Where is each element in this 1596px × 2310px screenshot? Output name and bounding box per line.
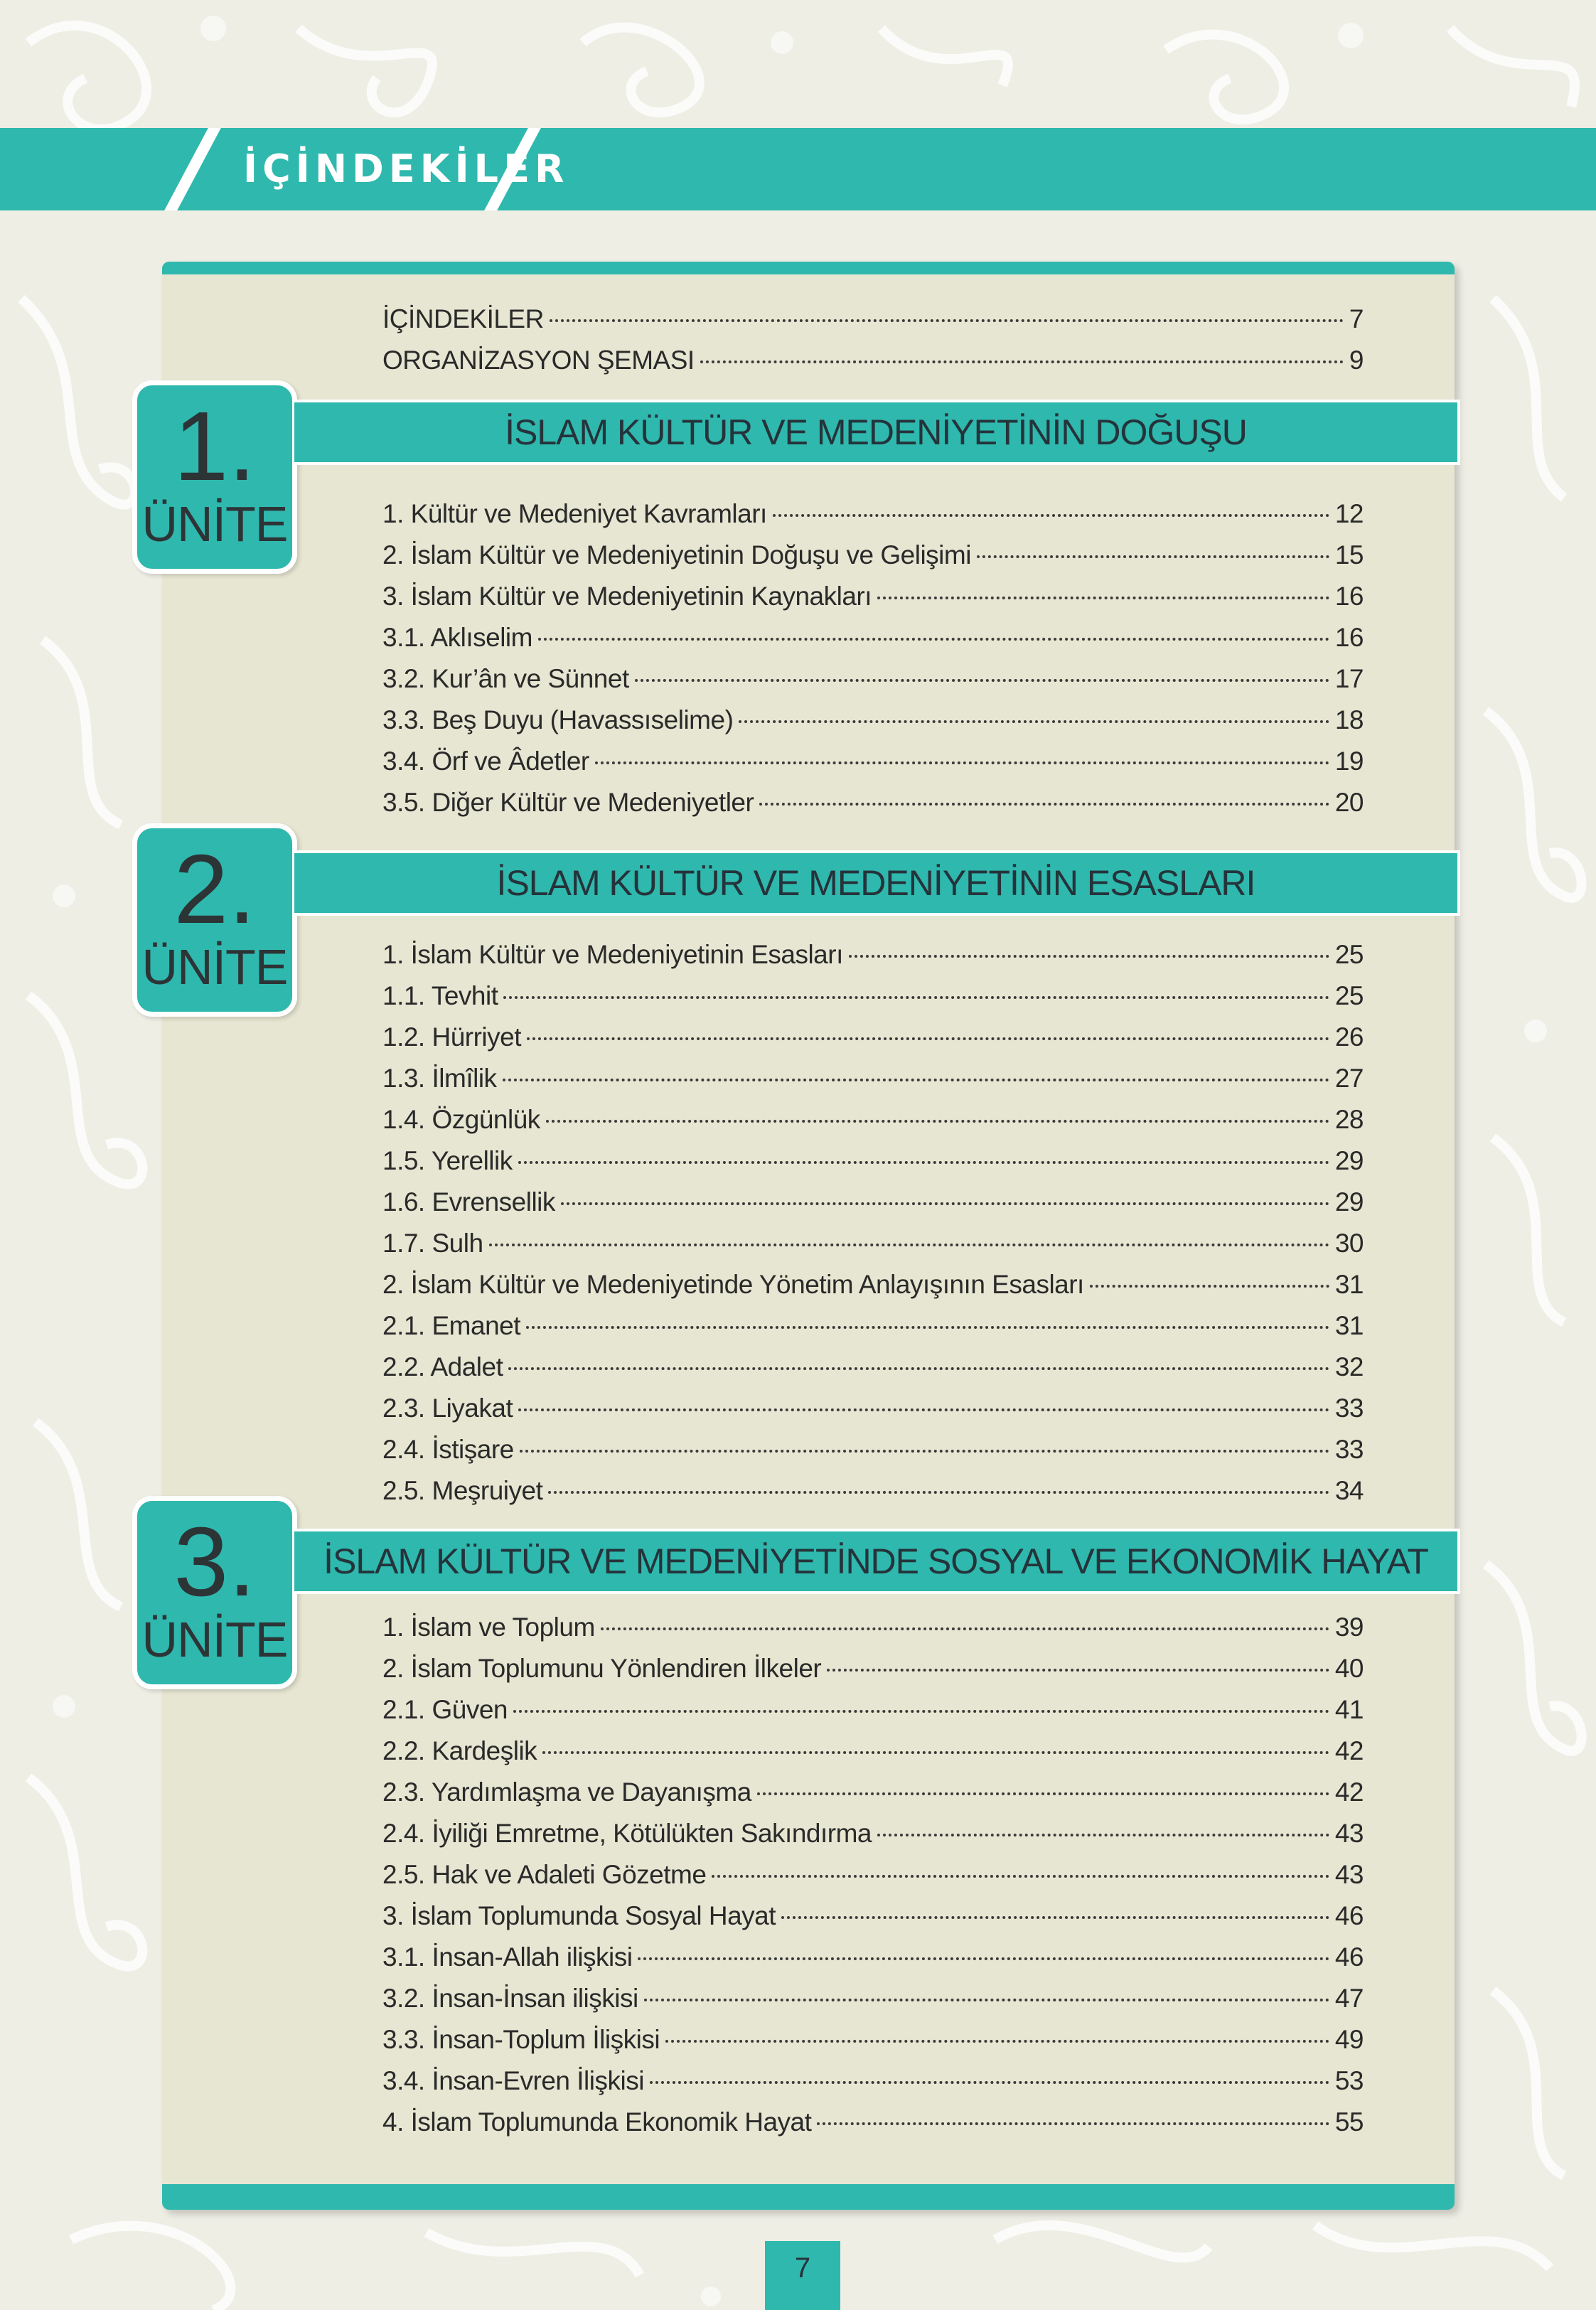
toc-entry-page: 9 xyxy=(1349,346,1364,375)
toc-leader-dots xyxy=(489,1244,1329,1246)
toc-entry-page: 25 xyxy=(1334,940,1364,969)
toc-leader-dots xyxy=(508,1367,1329,1370)
toc-entry[interactable] xyxy=(382,1777,1364,1819)
toc-entry-page: 42 xyxy=(1334,1736,1364,1765)
page-number: 7 xyxy=(765,2241,840,2310)
toc-leader-dots xyxy=(757,1792,1329,1795)
toc-entry-label: 2.2. Kardeşlik xyxy=(382,1736,537,1765)
toc-entry-label: 2.3. Liyakat xyxy=(382,1394,513,1423)
toc-entry-label: ORGANİZASYON ŞEMASI xyxy=(382,346,695,375)
toc-entry-page: 19 xyxy=(1334,747,1364,776)
toc-entry[interactable] xyxy=(382,1270,1364,1311)
toc-leader-dots xyxy=(520,1450,1329,1453)
toc-leader-dots xyxy=(527,1037,1329,1040)
toc-entry-label: 2. İslam Kültür ve Medeniyetinde Yönetim Anlayışının Esasları xyxy=(382,1270,1084,1299)
toc-entry-page: 55 xyxy=(1334,2107,1364,2137)
toc-entry-page: 29 xyxy=(1334,1187,1364,1217)
toc-leader-dots xyxy=(601,1627,1329,1630)
toc-leader-dots xyxy=(665,2040,1329,2043)
toc-entry-label: 4. İslam Toplumunda Ekonomik Hayat xyxy=(382,2107,812,2137)
toc-entry-page: 16 xyxy=(1334,623,1364,652)
toc-entry-page: 47 xyxy=(1334,1984,1364,2013)
toc-leader-dots xyxy=(773,514,1329,517)
toc-leader-dots xyxy=(877,597,1329,599)
toc-entry[interactable] xyxy=(382,1654,1364,1695)
toc-entry-label: İÇİNDEKİLER xyxy=(382,304,544,333)
unit-word: ÜNİTE xyxy=(141,939,288,995)
toc-entry-page: 43 xyxy=(1334,1819,1364,1848)
toc-entry-label: 1.4. Özgünlük xyxy=(382,1105,540,1134)
toc-entry-label: 2.1. Emanet xyxy=(382,1311,521,1340)
toc-entry-page: 15 xyxy=(1334,540,1364,570)
toc-entry-label: 1.7. Sulh xyxy=(382,1229,483,1258)
toc-entry[interactable] xyxy=(382,981,1364,1022)
toc-leader-dots xyxy=(638,1957,1329,1960)
toc-leader-dots xyxy=(977,555,1329,558)
toc-entry-page: 53 xyxy=(1334,2066,1364,2095)
toc-entry[interactable] xyxy=(382,1229,1364,1270)
toc-entry-label: 2.5. Hak ve Adaleti Gözetme xyxy=(382,1860,707,1889)
toc-entry[interactable] xyxy=(382,623,1364,664)
toc-entry-label: 2.2. Adalet xyxy=(382,1352,503,1381)
toc-entry-label: 1. İslam ve Toplum xyxy=(382,1613,595,1642)
toc-entry[interactable] xyxy=(382,705,1364,747)
toc-entry-page: 41 xyxy=(1334,1695,1364,1724)
toc-entry[interactable] xyxy=(382,2025,1364,2066)
toc-leader-dots xyxy=(503,996,1329,999)
unit-title-banner-3: İSLAM KÜLTÜR VE MEDENİYETİNDE SOSYAL VE EKONOMİK HAYAT xyxy=(294,1529,1460,1594)
unit-number: 3. xyxy=(173,1507,256,1617)
unit-number: 1. xyxy=(173,392,256,501)
toc-entry[interactable] xyxy=(382,1394,1364,1435)
toc-entry-page: 31 xyxy=(1334,1311,1364,1340)
toc-entry-label: 2. İslam Kültür ve Medeniyetinin Doğuşu ve Gelişimi xyxy=(382,540,971,570)
toc-entry-page: 30 xyxy=(1334,1229,1364,1258)
toc-entry-label: 1.3. İlmîlik xyxy=(382,1064,497,1093)
toc-leader-dots xyxy=(538,638,1329,641)
toc-entry[interactable] xyxy=(382,1819,1364,1860)
panel-bottom-border xyxy=(162,2184,1455,2210)
toc-entry[interactable] xyxy=(382,747,1364,788)
toc-entry-label: 3. İslam Toplumunda Sosyal Hayat xyxy=(382,1901,776,1930)
toc-entry-label: 3.5. Diğer Kültür ve Medeniyetler xyxy=(382,788,754,817)
toc-leader-dots xyxy=(635,679,1329,682)
toc-leader-dots xyxy=(595,761,1329,764)
toc-entry-page: 18 xyxy=(1334,705,1364,734)
toc-entry-page: 43 xyxy=(1334,1860,1364,1889)
toc-leader-dots xyxy=(561,1202,1329,1205)
toc-leader-dots xyxy=(827,1669,1329,1672)
toc-entry-label: 3.1. İnsan-Allah ilişkisi xyxy=(382,1942,633,1972)
toc-entry-label: 2.4. İstişare xyxy=(382,1435,514,1464)
toc-leader-dots xyxy=(739,720,1329,723)
toc-entry[interactable] xyxy=(382,1435,1364,1476)
toc-entry[interactable] xyxy=(382,499,1364,540)
header-slash-left xyxy=(164,128,221,210)
toc-entry-page: 31 xyxy=(1334,1270,1364,1299)
toc-leader-dots xyxy=(542,1751,1329,1754)
toc-entry-page: 33 xyxy=(1334,1394,1364,1423)
toc-entry[interactable] xyxy=(382,1613,1364,1654)
toc-entry-label: 3.1. Aklıselim xyxy=(382,623,532,652)
toc-entry-label: 1.1. Tevhit xyxy=(382,981,498,1010)
toc-entry-label: 2. İslam Toplumunu Yönlendiren İlkeler xyxy=(382,1654,822,1683)
toc-leader-dots xyxy=(526,1326,1329,1329)
toc-leader-dots xyxy=(877,1834,1329,1836)
toc-leader-dots xyxy=(781,1916,1329,1919)
toc-entry[interactable] xyxy=(382,1187,1364,1229)
toc-entry[interactable] xyxy=(382,304,1364,346)
unit-title-banner-2: İSLAM KÜLTÜR VE MEDENİYETİNİN ESASLARI xyxy=(294,850,1460,916)
toc-leader-dots xyxy=(1090,1285,1329,1288)
toc-entry[interactable] xyxy=(382,1860,1364,1901)
toc-entry-page: 17 xyxy=(1334,664,1364,693)
toc-entry-label: 3. İslam Kültür ve Medeniyetinin Kaynakları xyxy=(382,582,872,611)
toc-entry[interactable] xyxy=(382,1311,1364,1352)
toc-entry[interactable] xyxy=(382,1736,1364,1777)
toc-entry-label: 3.3. Beş Duyu (Havassıselime) xyxy=(382,705,734,734)
toc-entry[interactable] xyxy=(382,582,1364,623)
toc-entry[interactable] xyxy=(382,1901,1364,1942)
unit-word: ÜNİTE xyxy=(141,1612,288,1667)
toc-entry[interactable] xyxy=(382,788,1364,829)
toc-entry[interactable] xyxy=(382,1146,1364,1187)
unit-badge-3 xyxy=(132,1496,297,1689)
toc-entry[interactable] xyxy=(382,1942,1364,1984)
toc-entry-label: 3.3. İnsan-Toplum İlişkisi xyxy=(382,2025,660,2054)
toc-leader-dots xyxy=(518,1408,1329,1411)
toc-entry[interactable] xyxy=(382,1476,1364,1517)
toc-entry[interactable] xyxy=(382,1352,1364,1394)
toc-leader-dots xyxy=(712,1875,1329,1878)
toc-entry[interactable] xyxy=(382,664,1364,705)
toc-entry[interactable] xyxy=(382,2107,1364,2149)
page-title: İÇİNDEKİLER xyxy=(243,146,569,191)
panel-top-border xyxy=(162,262,1455,274)
toc-entry-label: 1.2. Hürriyet xyxy=(382,1022,522,1052)
toc-leader-dots xyxy=(650,2081,1329,2084)
toc-entry-label: 1. Kültür ve Medeniyet Kavramları xyxy=(382,499,767,528)
toc-entry-label: 3.2. İnsan-İnsan ilişkisi xyxy=(382,1984,638,2013)
toc-leader-dots xyxy=(849,955,1329,958)
toc-entry-label: 3.2. Kur’ân ve Sünnet xyxy=(382,664,629,693)
toc-leader-dots xyxy=(513,1710,1329,1713)
toc-entry-label: 2.5. Meşruiyet xyxy=(382,1476,543,1505)
toc-entry[interactable] xyxy=(382,940,1364,981)
toc-entry-label: 3.4. İnsan-Evren İlişkisi xyxy=(382,2066,644,2095)
toc-entry-label: 2.3. Yardımlaşma ve Dayanışma xyxy=(382,1777,751,1807)
toc-entry[interactable] xyxy=(382,1064,1364,1105)
toc-entry-page: 20 xyxy=(1334,788,1364,817)
toc-leader-dots xyxy=(759,803,1329,806)
unit-badge-1 xyxy=(132,380,297,574)
toc-entry[interactable] xyxy=(382,1695,1364,1736)
unit-badge-2 xyxy=(132,823,297,1017)
toc-entry[interactable] xyxy=(382,2066,1364,2107)
toc-leader-dots xyxy=(817,2122,1329,2125)
toc-leader-dots xyxy=(644,1999,1329,2001)
toc-entry[interactable] xyxy=(382,1984,1364,2025)
toc-entry-page: 7 xyxy=(1349,304,1364,333)
toc-entry-page: 46 xyxy=(1334,1901,1364,1930)
toc-entry-page: 26 xyxy=(1334,1022,1364,1052)
toc-leader-dots xyxy=(518,1161,1329,1164)
toc-entry-page: 27 xyxy=(1334,1064,1364,1093)
toc-entry-page: 12 xyxy=(1334,499,1364,528)
toc-entry-label: 2.1. Güven xyxy=(382,1695,508,1724)
unit-word: ÜNİTE xyxy=(141,496,288,552)
toc-leader-dots xyxy=(546,1120,1329,1123)
toc-entry-label: 1.5. Yerellik xyxy=(382,1146,513,1175)
toc-entry-page: 33 xyxy=(1334,1435,1364,1464)
unit-number: 2. xyxy=(173,835,256,944)
toc-leader-dots xyxy=(548,1491,1329,1494)
toc-entry-label: 3.4. Örf ve Âdetler xyxy=(382,747,589,776)
toc-entry-page: 29 xyxy=(1334,1146,1364,1175)
toc-entry[interactable] xyxy=(382,1105,1364,1146)
toc-entry[interactable] xyxy=(382,346,1364,387)
toc-entry-page: 42 xyxy=(1334,1777,1364,1807)
toc-entry-page: 28 xyxy=(1334,1105,1364,1134)
toc-entry-page: 40 xyxy=(1334,1654,1364,1683)
toc-entry-page: 46 xyxy=(1334,1942,1364,1972)
toc-entry-page: 25 xyxy=(1334,981,1364,1010)
toc-leader-dots xyxy=(503,1079,1329,1081)
toc-entry-page: 49 xyxy=(1334,2025,1364,2054)
toc-leader-dots xyxy=(700,360,1344,363)
toc-entry-label: 2.4. İyiliği Emretme, Kötülükten Sakındırma xyxy=(382,1819,872,1848)
toc-entry-page: 39 xyxy=(1334,1613,1364,1642)
toc-entry-label: 1.6. Evrensellik xyxy=(382,1187,555,1217)
unit-title-banner-1: İSLAM KÜLTÜR VE MEDENİYETİNİN DOĞUŞU xyxy=(294,400,1460,465)
header-band xyxy=(0,128,1596,210)
toc-entry-page: 32 xyxy=(1334,1352,1364,1381)
toc-entry[interactable] xyxy=(382,1022,1364,1064)
toc-entry[interactable] xyxy=(382,540,1364,582)
toc-leader-dots xyxy=(550,319,1344,322)
toc-entry-label: 1. İslam Kültür ve Medeniyetinin Esasları xyxy=(382,940,843,969)
toc-entry-page: 16 xyxy=(1334,582,1364,611)
toc-entry-page: 34 xyxy=(1334,1476,1364,1505)
